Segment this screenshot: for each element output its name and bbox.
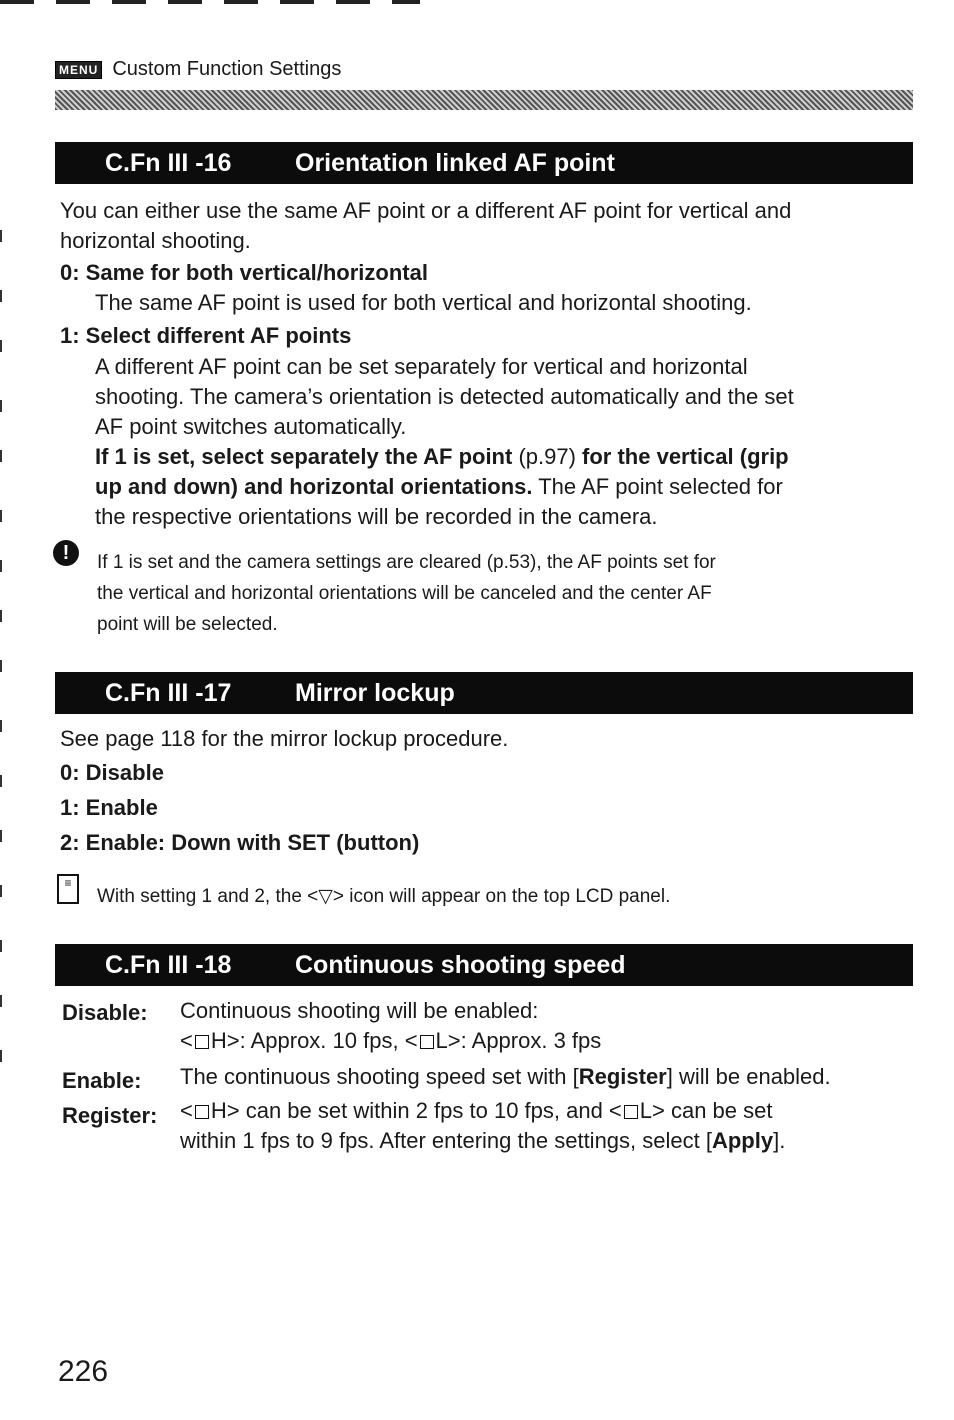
mirror-option-0: 0: Disable <box>60 760 164 785</box>
d2-c: L>: Approx. 3 fps <box>435 1028 602 1053</box>
section-16-title: Orientation linked AF point <box>295 148 615 177</box>
mirror-option-1: 1: Enable <box>60 795 158 820</box>
register-text <box>180 1096 785 1156</box>
opt1-bold-3: up and down) and horizontal orientations. <box>95 474 533 499</box>
disable-line-1: Continuous shooting will be enabled: <box>180 998 539 1023</box>
option-0-text: The same AF point is used for both vertical and horizontal shooting. <box>95 290 752 315</box>
section-17-title: Mirror lockup <box>295 678 455 707</box>
section-16-title-bar <box>55 142 913 184</box>
disable-line-2 <box>180 1026 601 1056</box>
caution-line-2: the vertical and horizontal orientations will be canceled and the center AF <box>97 583 712 604</box>
opt1-line-6: the respective orientations will be recorded in the camera. <box>95 504 658 529</box>
caution-note <box>97 547 716 640</box>
section-17-title-bar <box>55 672 913 714</box>
section-18-title-bar <box>55 944 913 986</box>
r1-c: L> can be set <box>639 1098 773 1123</box>
r1-a: < <box>180 1098 193 1123</box>
header-hatch-band <box>55 90 913 110</box>
enable-text <box>180 1062 831 1092</box>
option-1-label: 1: Select different AF points <box>60 323 352 348</box>
opt1-bold-2: for the vertical (grip <box>582 444 789 469</box>
continuous-low-icon <box>624 1105 638 1119</box>
mirror-note <box>97 881 670 912</box>
caution-icon: ! <box>53 540 79 566</box>
page-header <box>55 58 341 81</box>
option-0-label: 0: Same for both vertical/horizontal <box>60 260 428 285</box>
intro-line-2: horizontal shooting. <box>60 228 251 253</box>
intro-line-1: You can either use the same AF point or a different AF point for vertical and <box>60 198 792 223</box>
disable-label: Disable: <box>62 1000 148 1025</box>
memo-icon: ≡ <box>57 874 79 904</box>
section-17-intro: See page 118 for the mirror lockup procedure. <box>60 726 509 751</box>
enable-a: The continuous shooting speed set with [ <box>180 1064 579 1089</box>
register-line-2 <box>180 1126 785 1156</box>
section-18-number: C.Fn III -18 <box>105 950 232 979</box>
opt1-tail: The AF point selected for <box>532 474 783 499</box>
d2-b: H>: Approx. 10 fps, < <box>210 1028 418 1053</box>
section-17-number: C.Fn III -17 <box>105 678 232 707</box>
register-label: Register: <box>62 1103 158 1128</box>
continuous-high-icon <box>195 1105 209 1119</box>
disable-text <box>180 996 601 1056</box>
menu-icon: MENU <box>55 61 102 79</box>
r2-a: within 1 fps to 9 fps. After entering the settings, select [ <box>180 1128 712 1153</box>
opt1-line-5 <box>95 472 910 502</box>
mirror-lockup-icon: ▽ <box>318 886 333 907</box>
enable-label: Enable: <box>62 1068 142 1093</box>
r1-b: H> can be set within 2 fps to 10 fps, and < <box>210 1098 622 1123</box>
opt1-line-3: AF point switches automatically. <box>95 414 407 439</box>
enable-register: Register <box>578 1064 667 1089</box>
opt1-line-4 <box>95 442 910 472</box>
opt1-line-2: shooting. The camera’s orientation is detected automatically and the set <box>95 384 794 409</box>
opt1-line-1: A different AF point can be set separately for vertical and horizontal <box>95 354 748 379</box>
section-16-intro <box>60 196 791 256</box>
header-title: Custom Function Settings <box>112 58 342 80</box>
caution-line-3: point will be selected. <box>97 614 278 635</box>
section-16-number: C.Fn III -16 <box>105 148 232 177</box>
mirror-option-2: 2: Enable: Down with SET (button) <box>60 830 420 855</box>
note-part-b: > icon will appear on the top LCD panel. <box>332 886 671 907</box>
option-1-text <box>95 352 910 532</box>
register-line-1 <box>180 1096 785 1126</box>
continuous-high-icon <box>195 1035 209 1049</box>
opt1-page-ref: (p.97) <box>512 444 583 469</box>
d2-a: < <box>180 1028 193 1053</box>
register-apply: Apply <box>711 1128 774 1153</box>
enable-c: ] will be enabled. <box>666 1064 831 1089</box>
note-part-a: With setting 1 and 2, the < <box>97 886 319 907</box>
section-18-title: Continuous shooting speed <box>295 950 626 979</box>
page-number: 226 <box>58 1355 109 1388</box>
continuous-low-icon <box>420 1035 434 1049</box>
caution-line-1: If 1 is set and the camera settings are cleared (p.53), the AF points set for <box>97 552 716 573</box>
opt1-bold-1: If 1 is set, select separately the AF point <box>95 444 513 469</box>
r2-c: ]. <box>773 1128 786 1153</box>
page-top-marks <box>0 0 420 4</box>
